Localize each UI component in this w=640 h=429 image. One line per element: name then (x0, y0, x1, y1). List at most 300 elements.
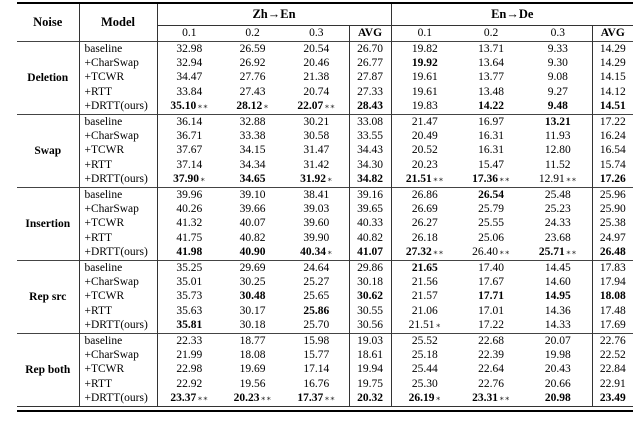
metric-value: 39.60 (303, 217, 330, 230)
metric-value: 14.60 (544, 276, 571, 289)
metric-value: 22.64 (478, 363, 504, 376)
metric-value: 41.07 (357, 246, 383, 259)
ende-metric-cell (592, 188, 633, 203)
ende-metric-cell (592, 334, 633, 349)
ende-metric-cell (592, 231, 633, 245)
metric-value: 20.23 (411, 158, 438, 171)
model-label: +RTT (79, 377, 157, 391)
metric-value: 30.21 (303, 116, 330, 129)
model-label: +RTT (79, 158, 157, 172)
ende-metric-cell (458, 231, 524, 245)
significance-marker: ∗∗ (432, 247, 444, 257)
table-row (17, 129, 633, 143)
metric-value: 19.61 (411, 71, 438, 84)
metric-value: 17.71 (478, 290, 504, 303)
metric-value: 16.31 (478, 130, 504, 143)
ende-metric-cell (391, 304, 458, 318)
significance-marker: ∗ (263, 101, 269, 111)
metric-value: 25.79 (478, 203, 504, 216)
metric-value: 25.06 (478, 231, 504, 244)
metric-value: 9.08 (547, 71, 568, 84)
metric-value: 39.66 (239, 203, 266, 216)
ende-metric-cell (391, 334, 458, 349)
metric-value: 23.49 (599, 392, 626, 405)
zhen-metric-cell (157, 85, 221, 99)
ende-metric-cell (458, 377, 524, 391)
zhen-metric-cell (284, 202, 349, 216)
metric-value: 39.90 (303, 231, 330, 244)
ende-metric-cell (391, 289, 458, 303)
table-row (17, 391, 633, 407)
zhen-metric-cell (221, 261, 284, 276)
model-label: +RTT (79, 304, 157, 318)
metric-value: 22.52 (599, 349, 626, 362)
metric-value: 17.26 (599, 173, 626, 186)
metric-value: 21.99 (176, 349, 203, 362)
significance-marker: ∗∗ (432, 174, 444, 184)
metric-value: 21.47 (411, 116, 438, 129)
ende-metric-cell (592, 202, 633, 216)
metric-value: 35.63 (176, 304, 203, 317)
ende-metric-cell (391, 188, 458, 203)
metric-value: 18.61 (357, 349, 383, 362)
zhen-metric-cell (349, 42, 391, 57)
metric-value: 20.66 (544, 377, 571, 390)
noise-label: Insertion (17, 188, 79, 261)
model-label: +DRTT(ours) (79, 172, 157, 188)
zhen-metric-cell (157, 188, 221, 203)
metric-value: 30.56 (357, 319, 383, 332)
metric-value: 40.33 (357, 217, 383, 230)
metric-value: 14.95 (544, 290, 571, 303)
metric-value: 21.51 (405, 172, 432, 185)
zhen-metric-cell (284, 42, 349, 57)
ende-metric-cell (524, 70, 592, 84)
ende-metric-cell (524, 289, 592, 303)
metric-value: 34.34 (239, 158, 266, 171)
header-group-zh-en: Zh→En (157, 3, 391, 26)
model-label: baseline (79, 42, 157, 57)
zhen-metric-cell (284, 115, 349, 130)
model-label: +RTT (79, 231, 157, 245)
metric-value: 30.48 (239, 290, 266, 303)
metric-value: 22.76 (478, 377, 504, 390)
zhen-metric-cell (349, 129, 391, 143)
model-label: +TCWR (79, 289, 157, 303)
subheader-ende-03: 0.3 (524, 26, 592, 42)
table-row (17, 188, 633, 203)
metric-value: 26.86 (411, 189, 438, 202)
ende-metric-cell (592, 362, 633, 376)
metric-value: 25.65 (303, 290, 330, 303)
ende-metric-cell (458, 334, 524, 349)
zhen-metric-cell (349, 188, 391, 203)
metric-value: 39.16 (357, 189, 383, 202)
metric-value: 26.18 (411, 231, 438, 244)
ende-metric-cell (592, 348, 633, 362)
metric-value: 20.98 (544, 392, 571, 405)
zhen-metric-cell (221, 334, 284, 349)
metric-value: 13.48 (478, 85, 504, 98)
ende-metric-cell (592, 70, 633, 84)
metric-value: 23.31 (472, 391, 499, 404)
noise-label: Swap (17, 115, 79, 188)
zhen-metric-cell (157, 348, 221, 362)
table-bottom-rule (17, 407, 633, 412)
zhen-metric-cell (221, 216, 284, 230)
ende-metric-cell (391, 275, 458, 289)
ende-metric-cell (524, 42, 592, 57)
zhen-metric-cell (157, 377, 221, 391)
ende-metric-cell (592, 289, 633, 303)
ende-metric-cell (592, 143, 633, 157)
metric-value: 24.33 (544, 217, 571, 230)
ende-metric-cell (524, 158, 592, 172)
metric-value: 26.92 (239, 57, 266, 70)
zhen-metric-cell (349, 245, 391, 261)
ende-metric-cell (458, 85, 524, 99)
zhen-metric-cell (157, 245, 221, 261)
results-table-wrap (17, 2, 633, 412)
table-row (17, 172, 633, 188)
metric-value: 20.54 (303, 43, 330, 55)
zhen-metric-cell (349, 158, 391, 172)
table-row (17, 99, 633, 115)
subheader-zhen-avg: AVG (349, 26, 391, 42)
metric-value: 19.75 (357, 377, 383, 390)
zhen-metric-cell (284, 85, 349, 99)
table-row (17, 362, 633, 376)
metric-value: 21.51 (408, 318, 435, 331)
zhen-metric-cell (157, 158, 221, 172)
noise-label: Rep both (17, 334, 79, 407)
subheader-ende-avg: AVG (600, 27, 625, 40)
zhen-metric-cell (349, 115, 391, 130)
metric-value: 19.82 (411, 43, 438, 55)
metric-value: 25.70 (303, 319, 330, 332)
zhen-metric-cell (349, 377, 391, 391)
metric-value: 20.74 (303, 85, 330, 98)
metric-value: 26.59 (239, 43, 266, 55)
metric-value: 24.64 (303, 262, 330, 275)
zhen-metric-cell (349, 391, 391, 407)
ende-metric-cell (524, 275, 592, 289)
metric-value: 17.40 (478, 262, 504, 275)
metric-value: 34.30 (357, 158, 383, 171)
metric-value: 12.80 (544, 144, 571, 157)
zhen-metric-cell (284, 304, 349, 318)
header-noise: Noise (17, 3, 79, 42)
significance-marker: ∗∗ (260, 393, 272, 403)
zhen-metric-cell (221, 99, 284, 115)
zhen-metric-cell (221, 42, 284, 57)
ende-metric-cell (524, 172, 592, 188)
metric-value: 25.71 (538, 245, 565, 258)
ende-metric-cell (458, 143, 524, 157)
ende-metric-cell (458, 245, 524, 261)
metric-value: 26.69 (411, 203, 438, 216)
ende-metric-cell (524, 245, 592, 261)
model-label: +DRTT(ours) (79, 318, 157, 334)
metric-value: 34.82 (357, 173, 383, 186)
metric-value: 17.69 (599, 319, 626, 332)
noise-group-rep-both (17, 334, 633, 407)
model-label: +CharSwap (79, 56, 157, 70)
ende-metric-cell (592, 85, 633, 99)
model-label: +CharSwap (79, 202, 157, 216)
metric-value: 21.65 (411, 262, 438, 275)
table-row (17, 231, 633, 245)
ende-metric-cell (524, 377, 592, 391)
zhen-metric-cell (349, 202, 391, 216)
metric-value: 22.98 (176, 363, 203, 376)
ende-metric-cell (458, 202, 524, 216)
zhen-metric-cell (157, 216, 221, 230)
metric-value: 30.55 (357, 304, 383, 317)
zhen-metric-cell (349, 56, 391, 70)
metric-value: 30.17 (239, 304, 266, 317)
zhen-metric-cell (157, 391, 221, 407)
subheader-zhen-02: 0.2 (245, 27, 260, 40)
zhen-metric-cell (221, 172, 284, 188)
significance-marker: ∗ (326, 174, 333, 184)
metric-value: 26.27 (411, 217, 438, 230)
metric-value: 17.67 (478, 276, 504, 289)
zhen-metric-cell (221, 85, 284, 99)
zhen-metric-cell (157, 129, 221, 143)
metric-value: 21.38 (303, 71, 330, 84)
zhen-metric-cell (221, 275, 284, 289)
metric-value: 30.18 (239, 319, 266, 332)
ende-metric-cell (391, 377, 458, 391)
ende-metric-cell (391, 391, 458, 407)
zhen-metric-cell (221, 129, 284, 143)
ende-metric-cell (592, 115, 633, 130)
metric-value: 22.07 (297, 99, 324, 112)
metric-value: 22.33 (176, 335, 203, 348)
metric-value: 26.54 (478, 189, 504, 202)
subheader-zhen-03: 0.3 (284, 26, 349, 42)
metric-value: 19.92 (411, 57, 438, 70)
model-label: +TCWR (79, 143, 157, 157)
metric-value: 35.73 (176, 290, 203, 303)
ende-metric-cell (391, 85, 458, 99)
ende-metric-cell (592, 99, 633, 115)
zhen-metric-cell (221, 289, 284, 303)
zhen-metric-cell (221, 158, 284, 172)
metric-value: 33.38 (239, 130, 266, 143)
significance-marker: ∗ (435, 393, 441, 403)
metric-value: 37.67 (176, 144, 203, 157)
ende-metric-cell (391, 99, 458, 115)
significance-marker: ∗∗ (324, 101, 336, 111)
significance-marker: ∗ (326, 247, 333, 257)
zhen-metric-cell (349, 334, 391, 349)
metric-value: 15.74 (599, 158, 626, 171)
table-row (17, 318, 633, 334)
zhen-metric-cell (157, 261, 221, 276)
ende-metric-cell (391, 245, 458, 261)
ende-metric-cell (391, 42, 458, 57)
model-label: +TCWR (79, 216, 157, 230)
header-model: Model (79, 3, 157, 42)
ende-metric-cell (391, 261, 458, 276)
metric-value: 19.69 (239, 363, 266, 376)
metric-value: 18.08 (599, 290, 626, 303)
metric-value: 15.98 (303, 335, 330, 348)
zhen-metric-cell (221, 348, 284, 362)
metric-value: 28.12 (236, 99, 263, 112)
metric-value: 16.31 (478, 144, 504, 157)
metric-value: 33.55 (357, 130, 383, 143)
model-label: baseline (79, 188, 157, 203)
zhen-metric-cell (221, 318, 284, 334)
table-row (17, 70, 633, 84)
ende-metric-cell (524, 334, 592, 349)
model-label: +CharSwap (79, 275, 157, 289)
metric-value: 21.56 (411, 276, 438, 289)
metric-value: 22.84 (599, 363, 626, 376)
metric-value: 36.14 (176, 116, 203, 129)
ende-metric-cell (524, 391, 592, 407)
metric-value: 15.77 (303, 349, 330, 362)
ende-metric-cell (458, 115, 524, 130)
metric-value: 17.22 (599, 116, 626, 129)
zhen-metric-cell (284, 70, 349, 84)
metric-value: 14.12 (599, 85, 626, 98)
zhen-metric-cell (349, 70, 391, 84)
zhen-metric-cell (157, 172, 221, 188)
table-row (17, 115, 633, 130)
zhen-metric-cell (284, 188, 349, 203)
ende-metric-cell (458, 216, 524, 230)
ende-metric-cell (592, 391, 633, 407)
metric-value: 28.43 (357, 100, 383, 113)
zhen-metric-cell (284, 289, 349, 303)
zhen-metric-cell (349, 304, 391, 318)
ende-metric-cell (592, 304, 633, 318)
metric-value: 17.83 (599, 262, 626, 275)
zhen-metric-cell (221, 362, 284, 376)
model-label: +CharSwap (79, 129, 157, 143)
metric-value: 26.70 (357, 43, 383, 55)
zhen-metric-cell (157, 304, 221, 318)
metric-value: 33.84 (176, 85, 203, 98)
ende-metric-cell (391, 158, 458, 172)
metric-value: 16.97 (478, 116, 504, 129)
zhen-metric-cell (284, 391, 349, 407)
ende-metric-cell (391, 172, 458, 188)
ende-metric-cell (458, 261, 524, 276)
significance-marker: ∗∗ (499, 393, 510, 403)
metric-value: 34.47 (176, 71, 203, 84)
metric-value: 17.36 (472, 172, 499, 185)
metric-value: 17.14 (303, 363, 330, 376)
zhen-metric-cell (157, 42, 221, 57)
zhen-metric-cell (221, 56, 284, 70)
metric-value: 30.25 (239, 276, 266, 289)
ende-metric-cell (592, 129, 633, 143)
zhen-metric-cell (221, 304, 284, 318)
results-table (17, 2, 633, 407)
ende-metric-cell (524, 99, 592, 115)
model-label: +DRTT(ours) (79, 99, 157, 115)
ende-metric-cell (592, 172, 633, 188)
zhen-metric-cell (221, 70, 284, 84)
metric-value: 24.97 (599, 231, 626, 244)
metric-value: 39.96 (176, 189, 203, 202)
table-row (17, 304, 633, 318)
metric-value: 41.32 (176, 217, 203, 230)
metric-value: 40.26 (176, 203, 203, 216)
metric-value: 26.77 (357, 57, 383, 70)
noise-group-rep-src (17, 261, 633, 334)
metric-value: 25.90 (599, 203, 626, 216)
metric-value: 27.32 (405, 245, 432, 258)
significance-marker: ∗∗ (565, 247, 577, 257)
metric-value: 20.46 (303, 57, 330, 70)
metric-value: 25.27 (303, 276, 330, 289)
ende-metric-cell (524, 115, 592, 130)
zhen-metric-cell (349, 275, 391, 289)
metric-value: 34.15 (239, 144, 266, 157)
ende-metric-cell (391, 231, 458, 245)
metric-value: 30.58 (303, 130, 330, 143)
zhen-metric-cell (221, 188, 284, 203)
ende-metric-cell (592, 42, 633, 57)
significance-marker: ∗ (435, 320, 441, 330)
metric-value: 16.54 (599, 144, 626, 157)
metric-value: 30.18 (357, 276, 383, 289)
zhen-metric-cell (349, 261, 391, 276)
table-row (17, 42, 633, 57)
zhen-metric-cell (284, 172, 349, 188)
ende-metric-cell (391, 216, 458, 230)
ende-metric-cell (524, 188, 592, 203)
model-label: +RTT (79, 85, 157, 99)
zhen-metric-cell (157, 231, 221, 245)
metric-value: 32.94 (176, 57, 203, 70)
zhen-metric-cell (157, 318, 221, 334)
ende-metric-cell (458, 289, 524, 303)
zhen-metric-cell (284, 261, 349, 276)
metric-value: 16.76 (303, 377, 330, 390)
metric-value: 20.43 (544, 363, 571, 376)
zhen-metric-cell (284, 334, 349, 349)
table-row (17, 143, 633, 157)
ende-metric-cell (458, 56, 524, 70)
table-row (17, 216, 633, 230)
metric-value: 19.83 (411, 100, 438, 113)
ende-metric-cell (458, 304, 524, 318)
zhen-metric-cell (157, 334, 221, 349)
metric-value: 21.06 (411, 304, 438, 317)
metric-value: 25.86 (303, 304, 330, 317)
metric-value: 9.27 (547, 85, 568, 98)
metric-value: 22.91 (599, 377, 626, 390)
ende-metric-cell (524, 202, 592, 216)
model-label: baseline (79, 334, 157, 349)
metric-value: 27.87 (357, 71, 383, 84)
metric-value: 17.48 (599, 304, 626, 317)
ende-metric-cell (391, 143, 458, 157)
metric-value: 19.98 (544, 349, 571, 362)
ende-metric-cell (391, 115, 458, 130)
metric-value: 40.90 (239, 246, 266, 259)
zhen-metric-cell (221, 143, 284, 157)
significance-marker: ∗∗ (565, 174, 577, 184)
zhen-metric-cell (349, 362, 391, 376)
